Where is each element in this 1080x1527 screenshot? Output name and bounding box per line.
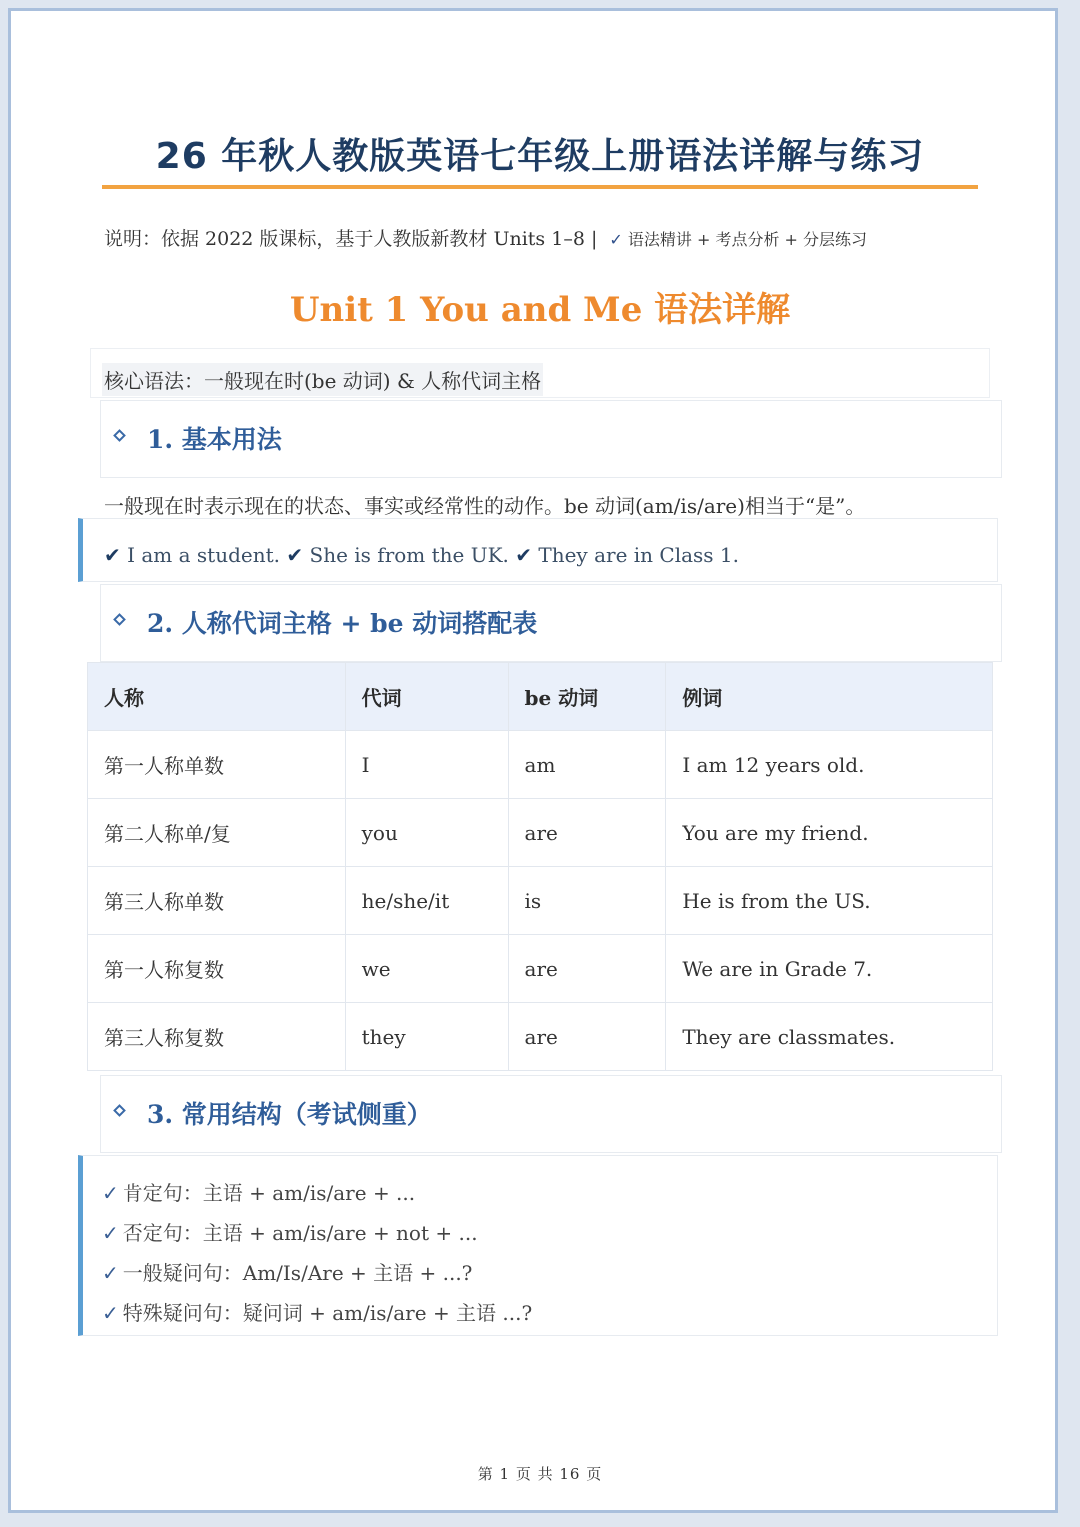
table-cell: are	[508, 1003, 666, 1071]
check-icon: ✓	[102, 1221, 119, 1245]
pronoun-be-table	[87, 662, 993, 1071]
description-tags-group	[609, 230, 867, 249]
table-cell: 第一人称复数	[88, 935, 346, 1003]
table-cell: We are in Grade 7.	[666, 935, 993, 1003]
table-cell: I am 12 years old.	[666, 731, 993, 799]
example-sentences	[104, 543, 739, 567]
check-icon: ✓	[102, 1301, 119, 1325]
check-icon: ✓	[609, 230, 623, 249]
table-header-row	[88, 663, 993, 731]
table-cell: 第三人称单数	[88, 867, 346, 935]
table-cell: They are classmates.	[666, 1003, 993, 1071]
table-row	[88, 731, 993, 799]
table-cell: are	[508, 799, 666, 867]
section-1-paragraph: 一般现在时表示现在的状态、事实或经常性的动作。be 动词(am/is/are)相当于“是”。	[104, 494, 866, 518]
table-cell: you	[345, 799, 508, 867]
description-tags: 语法精讲 + 考点分析 + 分层练习	[627, 230, 868, 249]
example-sentence: I am a student.	[127, 543, 281, 567]
table-cell: he/she/it	[345, 867, 508, 935]
table-row	[88, 935, 993, 1003]
document-title: 26 年秋人教版英语七年级上册语法详解与练习	[155, 136, 925, 177]
page-number: 第 1 页 共 16 页	[477, 1465, 603, 1483]
description-line	[104, 224, 867, 251]
structure-text: 肯定句：主语 + am/is/are + ...	[122, 1181, 416, 1205]
table-row	[88, 799, 993, 867]
structure-text: 一般疑问句：Am/Is/Are + 主语 + ...?	[122, 1261, 473, 1285]
table-cell: is	[508, 867, 666, 935]
table-cell: I	[345, 731, 508, 799]
table-cell: He is from the US.	[666, 867, 993, 935]
table-cell: You are my friend.	[666, 799, 993, 867]
table-row	[88, 867, 993, 935]
table-cell: am	[508, 731, 666, 799]
example-sentence: They are in Class 1.	[538, 543, 739, 567]
table-cell: are	[508, 935, 666, 1003]
structure-item	[102, 1297, 532, 1326]
structure-text: 否定句：主语 + am/is/are + not + ...	[122, 1221, 478, 1245]
core-grammar-text: 核心语法：一般现在时(be 动词) & 人称代词主格	[102, 363, 543, 396]
title-underline	[102, 185, 978, 189]
column-header: 例词	[666, 663, 993, 731]
column-header: 代词	[345, 663, 508, 731]
unit-title: Unit 1 You and Me 语法详解	[289, 290, 791, 330]
section-2-title: 2. 人称代词主格 + be 动词搭配表	[147, 609, 538, 638]
table-cell: 第二人称单/复	[88, 799, 346, 867]
column-header: 人称	[88, 663, 346, 731]
structure-text: 特殊疑问句：疑问词 + am/is/are + 主语 ...?	[122, 1301, 533, 1325]
table-cell: they	[345, 1003, 508, 1071]
section-1-title: 1. 基本用法	[147, 425, 282, 454]
check-icon: ✓	[102, 1261, 119, 1285]
checkmark-icon: ✔	[104, 543, 121, 567]
checkmark-icon: ✔	[286, 543, 304, 567]
structure-item	[102, 1177, 415, 1206]
table-cell: we	[345, 935, 508, 1003]
column-header: be 动词	[508, 663, 666, 731]
checkmark-icon: ✔	[515, 543, 533, 567]
table-cell: 第一人称单数	[88, 731, 346, 799]
section-3-title: 3. 常用结构（考试侧重）	[147, 1100, 432, 1129]
structure-item	[102, 1257, 472, 1286]
table-cell: 第三人称复数	[88, 1003, 346, 1071]
description-text: 说明：依据 2022 版课标，基于人教版新教材 Units 1–8 |	[104, 228, 598, 250]
check-icon: ✓	[102, 1181, 119, 1205]
example-sentence: She is from the UK.	[309, 543, 509, 567]
table-row	[88, 1003, 993, 1071]
structure-item	[102, 1217, 478, 1246]
